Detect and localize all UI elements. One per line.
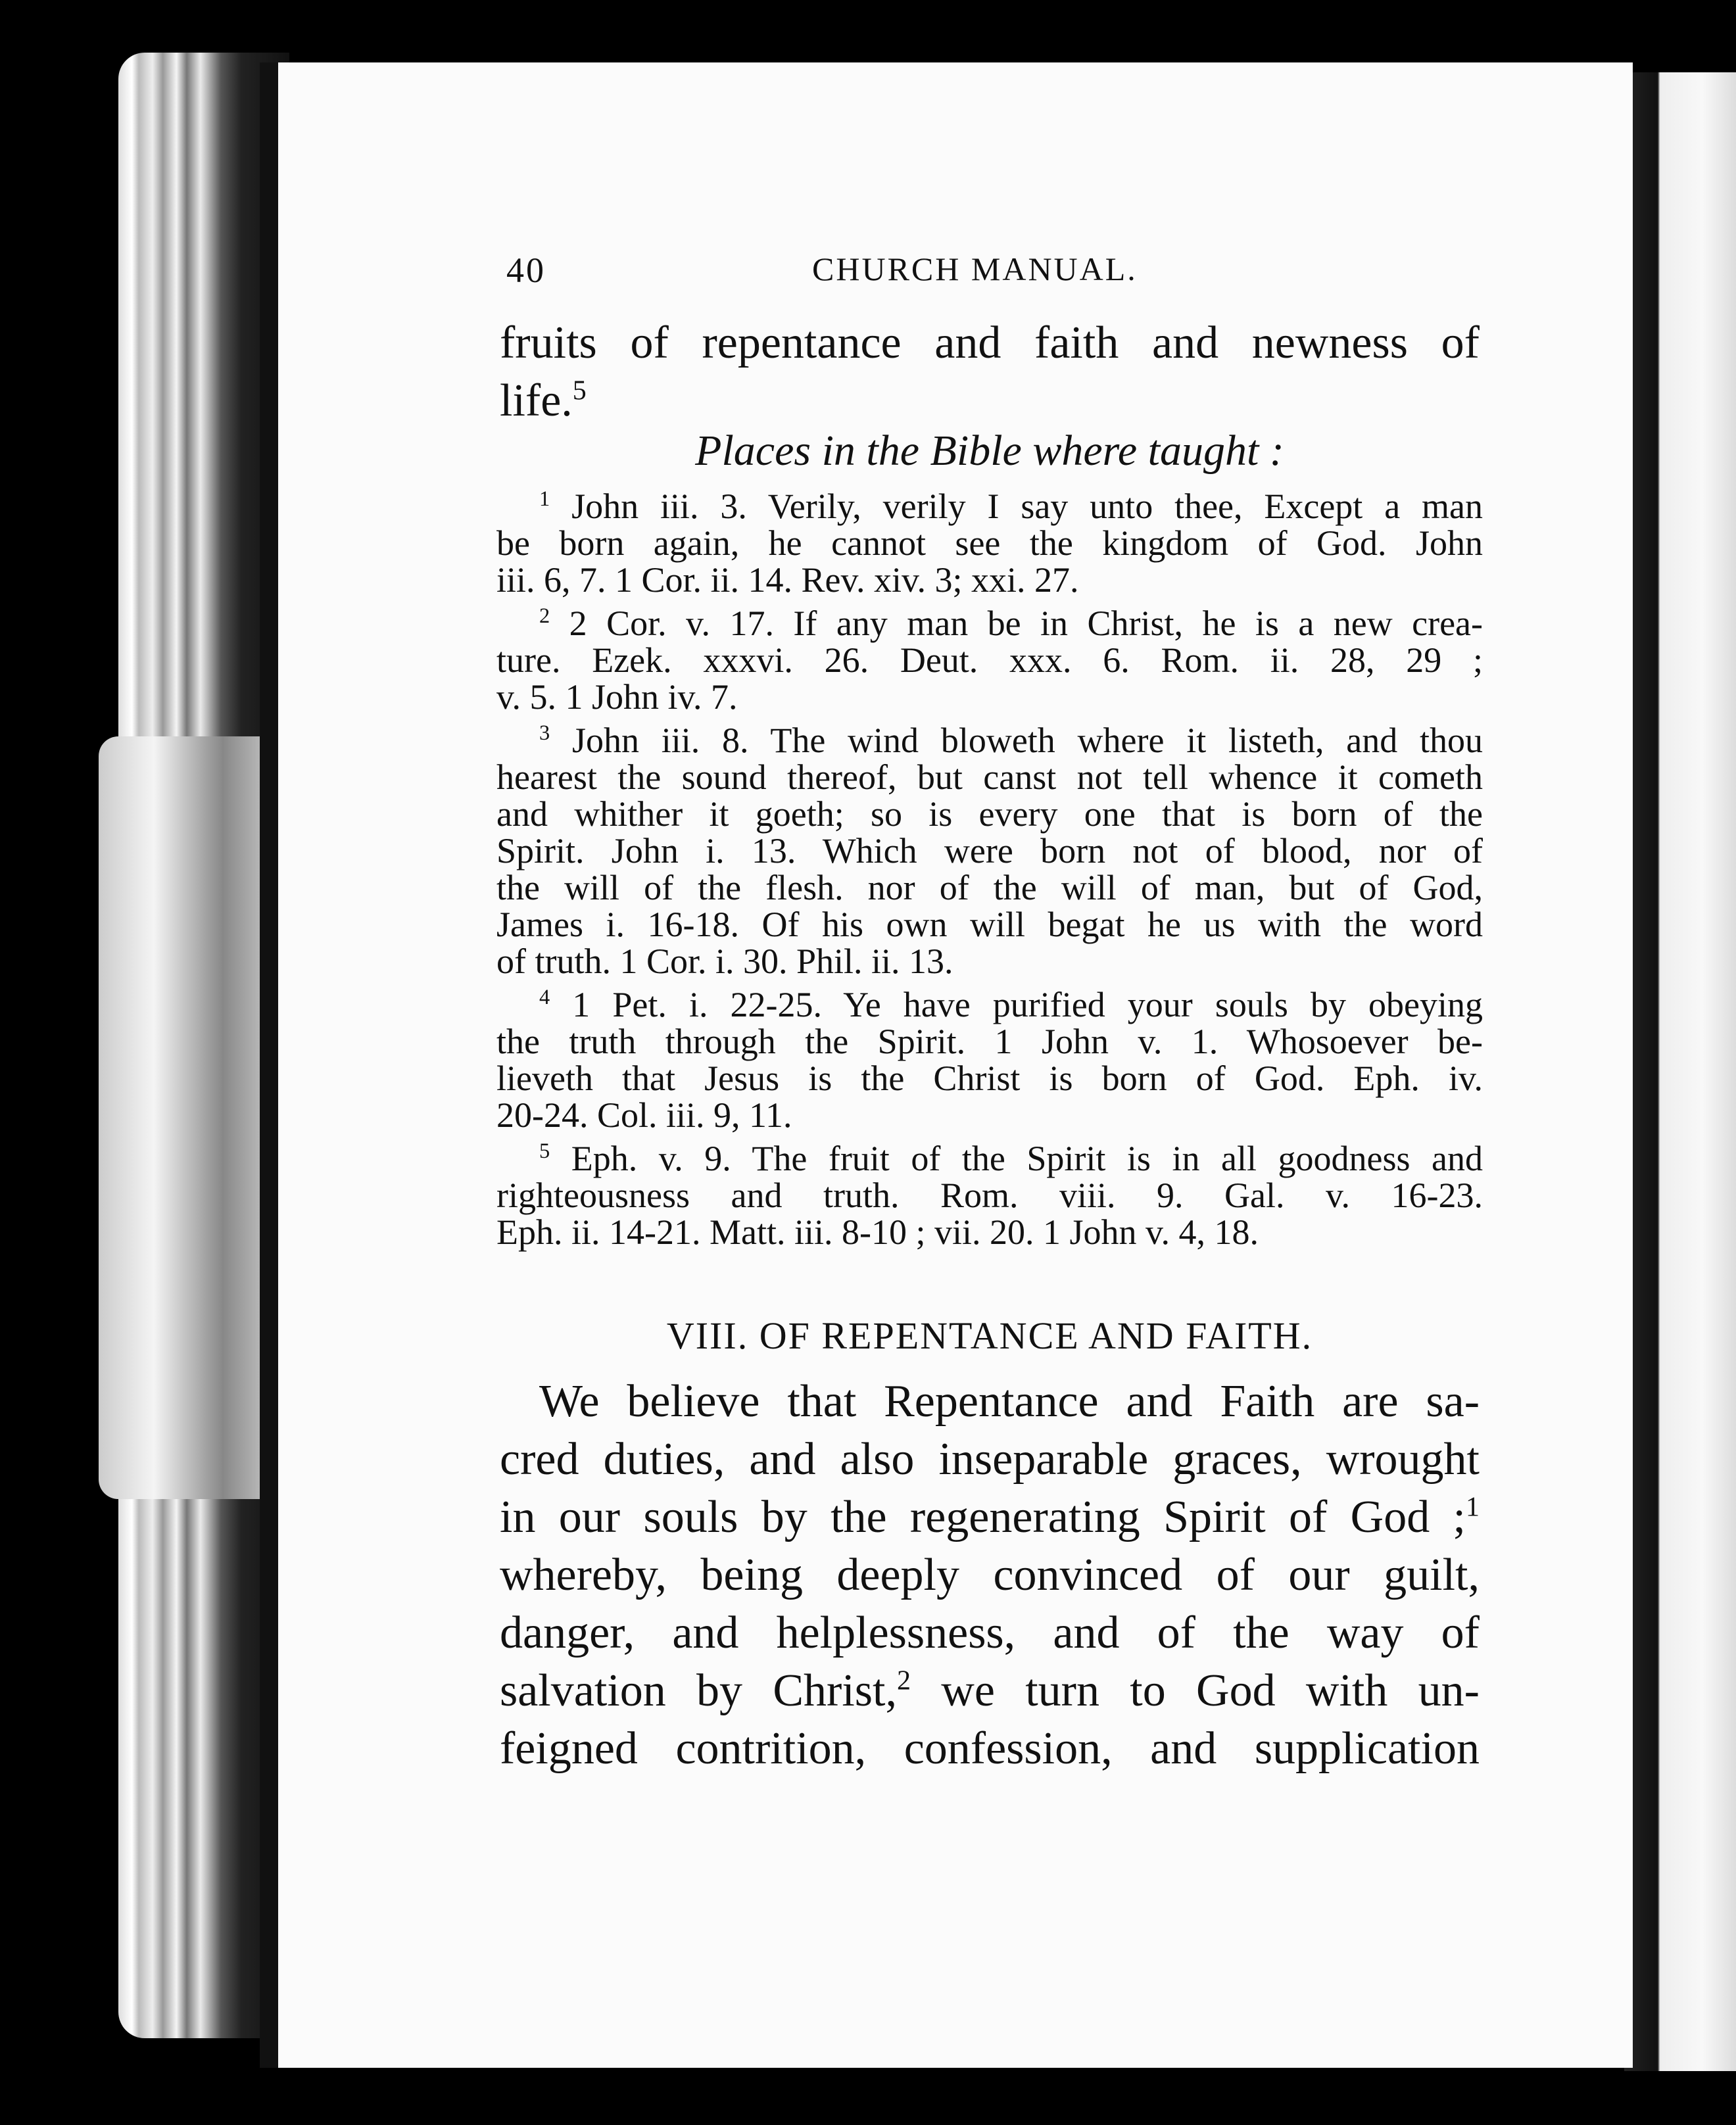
note-line: hearest the sound thereof, but canst not tell whence it cometh (496, 757, 1483, 797)
note-3 (496, 722, 1483, 980)
section-heading: VIII. OF REPENTANCE AND FAITH. (666, 1314, 1313, 1357)
text-line: cred duties, and also inseparable graces, wrought (500, 1434, 1480, 1485)
note-line: the will of the flesh. nor of the will of man, but of God, (496, 868, 1483, 907)
page-number: 40 (506, 251, 546, 290)
note-line: $^3$ John iii. 8. The wind bloweth where it listeth, and thou (539, 721, 1483, 760)
running-title: CHURCH MANUAL. (812, 251, 1138, 287)
scripture-notes (496, 488, 1483, 1251)
note-line: righteousness and truth. Rom. viii. 9. Gal. v. 16-23. (496, 1176, 1483, 1215)
note-line: iii. 6, 7. 1 Cor. ii. 14. Rev. xiv. 3; xxi. 27. (496, 560, 1079, 600)
note-5 (496, 1140, 1483, 1251)
opening-paragraph (500, 314, 1480, 430)
note-number: 4 (539, 986, 550, 1009)
footnote-ref: 2 (896, 1665, 911, 1696)
text-line: in our souls by the regenerating Spirit of God ;$^1$ (500, 1492, 1480, 1542)
section-paragraph (500, 1373, 1480, 1778)
note-line: be born again, he cannot see the kingdom of God. John (496, 523, 1483, 563)
note-line: ture. Ezek. xxxvi. 26. Deut. xxx. 6. Rom. ii. 28, 29 ; (496, 640, 1483, 680)
note-line: and whither it goeth; so is every one that is born of the (496, 794, 1483, 834)
places-heading: Places in the Bible where taught : (695, 427, 1284, 475)
note-line: $^5$ Eph. v. 9. The fruit of the Spirit is in all goodness and (539, 1139, 1483, 1178)
text-line: fruits of repentance and faith and newness of (500, 318, 1480, 368)
note-line: the truth through the Spirit. 1 John v. 1. Whosoever be- (496, 1022, 1483, 1061)
note-line: James i. 16-18. Of his own will begat he us with the word (496, 905, 1483, 944)
note-line: $^4$ 1 Pet. i. 22-25. Ye have purified your souls by obeying (539, 985, 1483, 1024)
note-line: lieveth that Jesus is the Christ is born of God. Eph. iv. (496, 1059, 1483, 1098)
note-line: v. 5. 1 John iv. 7. (496, 677, 738, 717)
text-line: danger, and helplessness, and of the way of (500, 1608, 1480, 1658)
note-4 (496, 986, 1483, 1134)
footnote-ref: 5 (572, 375, 587, 406)
text-line: salvation by Christ,$^2$ we turn to God with un- (500, 1665, 1480, 1716)
footnote-ref: 1 (1466, 1492, 1480, 1523)
facing-page-edge (1624, 72, 1736, 2071)
note-number: 1 (539, 487, 550, 511)
note-line: Spirit. John i. 13. Which were born not of blood, nor of (496, 831, 1483, 871)
note-number: 3 (539, 721, 550, 745)
note-number: 5 (539, 1139, 550, 1163)
note-1 (496, 488, 1483, 598)
text-line: We believe that Repentance and Faith are sa- (539, 1376, 1480, 1427)
note-line: of truth. 1 Cor. i. 30. Phil. ii. 13. (496, 942, 953, 981)
text-line: life.$^5$ (500, 375, 587, 426)
note-line: $^1$ John iii. 3. Verily, verily I say unto thee, Except a man (539, 487, 1483, 526)
note-line: Eph. ii. 14-21. Matt. iii. 8-10 ; vii. 20. 1 John v. 4, 18. (496, 1212, 1259, 1252)
note-2 (496, 605, 1483, 715)
note-line: 20-24. Col. iii. 9, 11. (496, 1095, 792, 1135)
note-line: $^2$ 2 Cor. v. 17. If any man be in Christ, he is a new crea- (539, 604, 1483, 643)
text-line: whereby, being deeply convinced of our guilt, (500, 1550, 1480, 1600)
note-number: 2 (539, 604, 550, 628)
text-line: feigned contrition, confession, and supplication (500, 1723, 1480, 1774)
